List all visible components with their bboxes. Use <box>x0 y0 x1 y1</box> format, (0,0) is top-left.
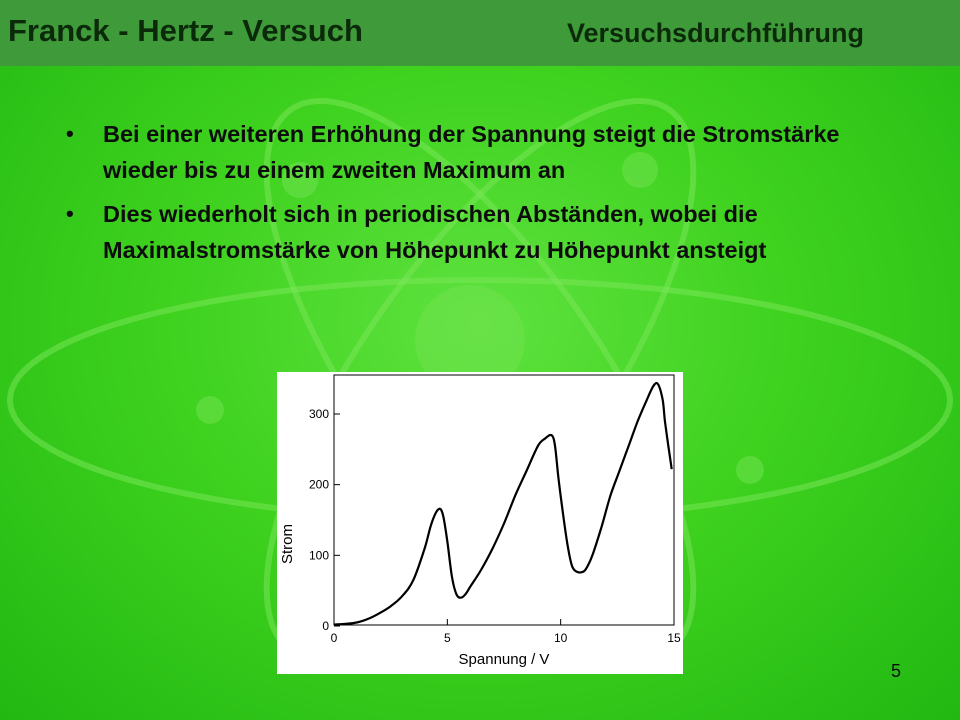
bullet-item <box>62 116 882 188</box>
section-title: Versuchsdurchführung <box>567 18 865 48</box>
plot-frame <box>334 375 674 625</box>
y-tick-label: 300 <box>308 407 329 421</box>
slide-title: Franck - Hertz - Versuch <box>8 13 363 48</box>
bullet-text: Dies wiederholt sich in periodischen Abständen, wobei die Maximalstromstärke von Höhepunkt zu Höhepunkt ansteigt <box>103 201 767 263</box>
y-tick-label: 0 <box>322 619 329 633</box>
bullet-list <box>62 116 882 276</box>
chart-svg <box>277 372 683 674</box>
x-tick-label: 15 <box>667 631 681 645</box>
x-tick-label: 0 <box>330 631 338 645</box>
current-curve <box>334 383 672 625</box>
y-tick-label: 200 <box>308 477 329 492</box>
franck-hertz-chart <box>277 372 683 674</box>
bullet-dot-icon: • <box>66 121 74 146</box>
x-axis-label: Spannung / V <box>458 651 550 668</box>
x-tick-label: 10 <box>553 631 568 645</box>
x-tick-label: 5 <box>443 631 451 645</box>
bullet-item <box>62 196 882 268</box>
y-axis-label: Strom <box>279 523 296 565</box>
slide-number: 5 <box>891 661 902 681</box>
title-bar <box>0 0 960 66</box>
bullet-dot-icon: • <box>66 201 74 226</box>
bullet-text: Bei einer weiteren Erhöhung der Spannung steigt die Stromstärke wieder bis zu einem zweiten Maximum an <box>103 121 840 183</box>
y-tick-label: 100 <box>308 548 329 563</box>
